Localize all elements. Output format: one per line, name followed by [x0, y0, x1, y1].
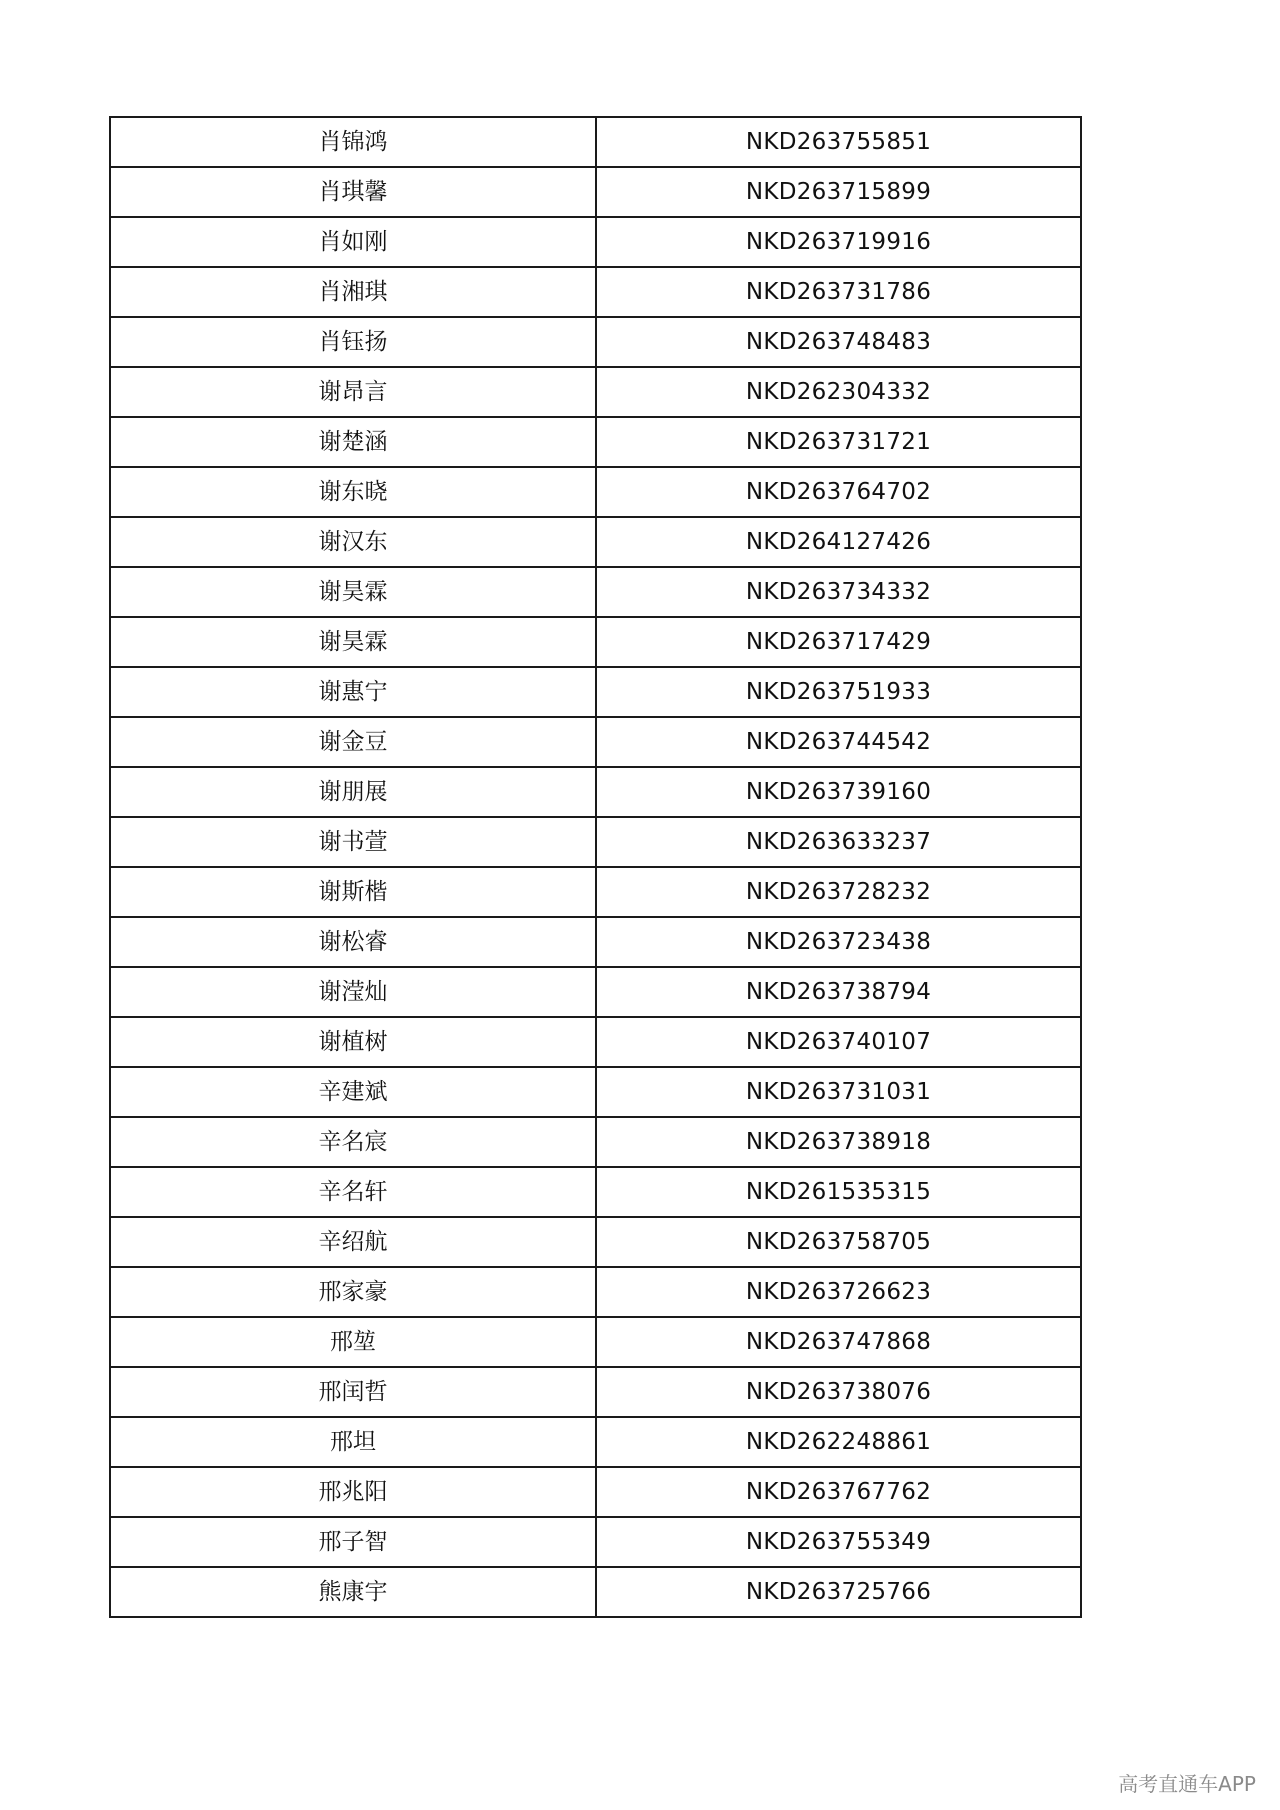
id-cell: NKD261535315: [596, 1167, 1081, 1217]
id-cell: NKD263728232: [596, 867, 1081, 917]
name-cell: 谢斯楷: [110, 867, 596, 917]
id-cell: NKD263731786: [596, 267, 1081, 317]
name-cell: 肖锦鸿: [110, 117, 596, 167]
name-cell: 辛建斌: [110, 1067, 596, 1117]
table-row: [110, 1417, 1081, 1467]
id-cell: NKD263758705: [596, 1217, 1081, 1267]
roster-table-body: [110, 117, 1081, 1617]
table-row: [110, 417, 1081, 467]
name-cell: 辛名轩: [110, 1167, 596, 1217]
id-cell: NKD263738076: [596, 1367, 1081, 1417]
id-cell: NKD263767762: [596, 1467, 1081, 1517]
id-cell: NKD263731721: [596, 417, 1081, 467]
id-cell: NKD263751933: [596, 667, 1081, 717]
table-row: [110, 1367, 1081, 1417]
table-row: [110, 567, 1081, 617]
name-cell: 谢书萱: [110, 817, 596, 867]
name-cell: 肖如刚: [110, 217, 596, 267]
id-cell: NKD263734332: [596, 567, 1081, 617]
table-row: [110, 217, 1081, 267]
name-cell: 谢昊霖: [110, 617, 596, 667]
id-cell: NKD262304332: [596, 367, 1081, 417]
table-row: [110, 517, 1081, 567]
name-cell: 邢家豪: [110, 1267, 596, 1317]
name-cell: 谢惠宁: [110, 667, 596, 717]
table-row: [110, 267, 1081, 317]
table-row: [110, 1567, 1081, 1617]
id-cell: NKD263740107: [596, 1017, 1081, 1067]
name-cell: 谢昊霖: [110, 567, 596, 617]
table-row: [110, 367, 1081, 417]
id-cell: NKD263731031: [596, 1067, 1081, 1117]
name-cell: 邢闰哲: [110, 1367, 596, 1417]
table-row: [110, 717, 1081, 767]
id-cell: NKD263755851: [596, 117, 1081, 167]
name-cell: 邢坦: [110, 1417, 596, 1467]
name-cell: 辛名宸: [110, 1117, 596, 1167]
name-cell: 辛绍航: [110, 1217, 596, 1267]
name-cell: 肖钰扬: [110, 317, 596, 367]
name-cell: 谢东晓: [110, 467, 596, 517]
table-row: [110, 1317, 1081, 1367]
table-row: [110, 1117, 1081, 1167]
name-cell: 谢昂言: [110, 367, 596, 417]
name-cell: 谢楚涵: [110, 417, 596, 467]
id-cell: NKD263748483: [596, 317, 1081, 367]
name-cell: 熊康宇: [110, 1567, 596, 1617]
id-cell: NKD262248861: [596, 1417, 1081, 1467]
id-cell: NKD263725766: [596, 1567, 1081, 1617]
name-cell: 谢松睿: [110, 917, 596, 967]
id-cell: NKD263739160: [596, 767, 1081, 817]
table-row: [110, 1517, 1081, 1567]
table-row: [110, 1017, 1081, 1067]
id-cell: NKD263747868: [596, 1317, 1081, 1367]
table-row: [110, 317, 1081, 367]
id-cell: NKD263633237: [596, 817, 1081, 867]
id-cell: NKD263744542: [596, 717, 1081, 767]
id-cell: NKD263715899: [596, 167, 1081, 217]
table-row: [110, 667, 1081, 717]
name-cell: 邢子智: [110, 1517, 596, 1567]
id-cell: NKD263738918: [596, 1117, 1081, 1167]
table-row: [110, 1467, 1081, 1517]
name-cell: 谢滢灿: [110, 967, 596, 1017]
id-cell: NKD263726623: [596, 1267, 1081, 1317]
table-row: [110, 917, 1081, 967]
name-cell: 邢堃: [110, 1317, 596, 1367]
name-cell: 肖湘琪: [110, 267, 596, 317]
name-cell: 谢金豆: [110, 717, 596, 767]
name-cell: 邢兆阳: [110, 1467, 596, 1517]
id-cell: NKD263764702: [596, 467, 1081, 517]
name-cell: 谢植树: [110, 1017, 596, 1067]
table-row: [110, 1167, 1081, 1217]
table-row: [110, 167, 1081, 217]
name-cell: 谢汉东: [110, 517, 596, 567]
id-cell: NKD263719916: [596, 217, 1081, 267]
id-cell: NKD263723438: [596, 917, 1081, 967]
id-cell: NKD264127426: [596, 517, 1081, 567]
table-row: [110, 817, 1081, 867]
table-row: [110, 867, 1081, 917]
id-cell: NKD263755349: [596, 1517, 1081, 1567]
table-row: [110, 617, 1081, 667]
table-row: [110, 467, 1081, 517]
table-row: [110, 1217, 1081, 1267]
name-cell: 肖琪馨: [110, 167, 596, 217]
table-row: [110, 767, 1081, 817]
id-cell: NKD263738794: [596, 967, 1081, 1017]
name-cell: 谢朋展: [110, 767, 596, 817]
roster-table: [109, 116, 1082, 1618]
table-row: [110, 1067, 1081, 1117]
table-row: [110, 1267, 1081, 1317]
table-row: [110, 117, 1081, 167]
watermark: 高考直通车APP: [1118, 1772, 1256, 1796]
table-row: [110, 967, 1081, 1017]
id-cell: NKD263717429: [596, 617, 1081, 667]
